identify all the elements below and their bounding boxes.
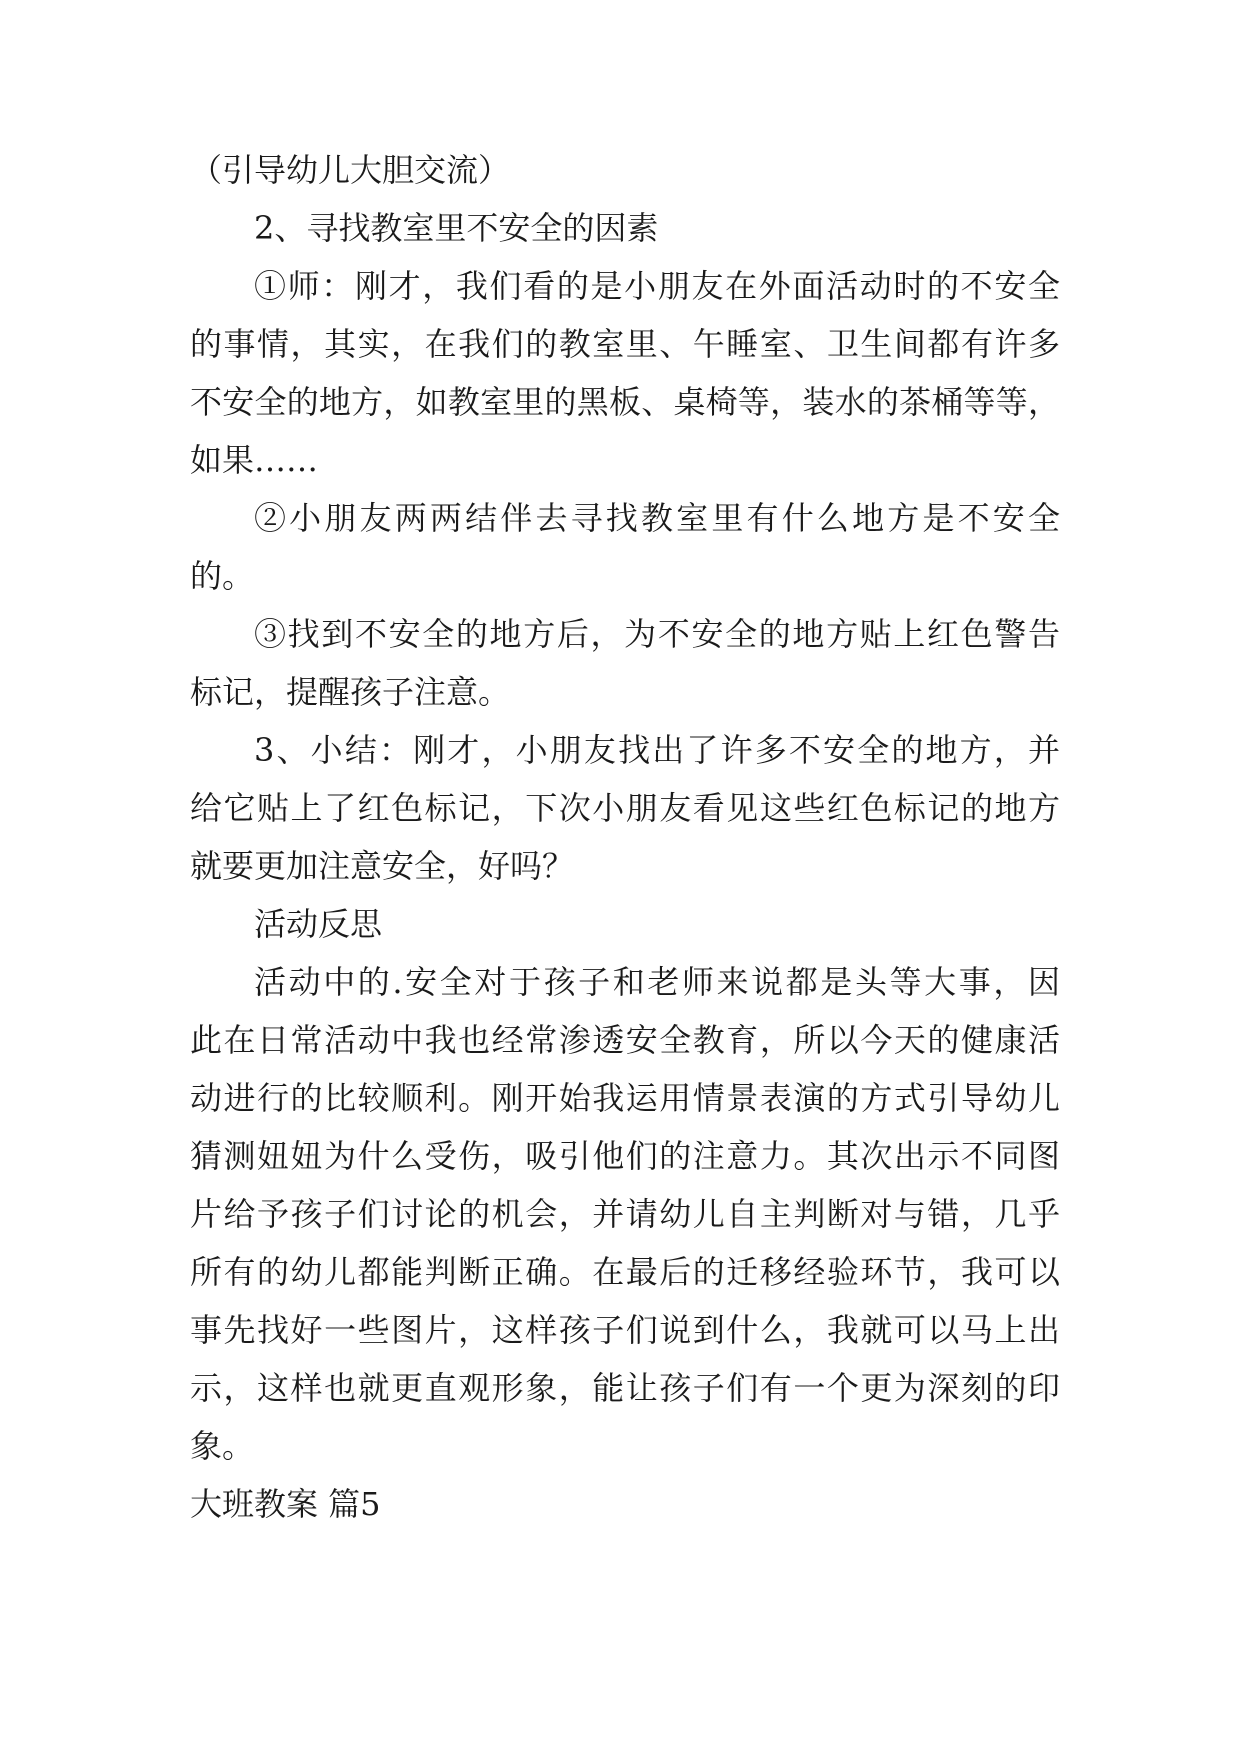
text-line: 标记，提醒孩子注意。 <box>190 673 511 711</box>
text-line: ②小朋友两两结伴去寻找教室里有什么地方是不安全 <box>254 499 1060 537</box>
text-line: 就要更加注意安全，好吗？ <box>190 847 575 885</box>
text-line: 示，这样也就更直观形象，能让孩子们有一个更为深刻的印 <box>190 1369 1060 1407</box>
text-line: 如果…… <box>190 441 319 479</box>
text-line: 此在日常活动中我也经常渗透安全教育，所以今天的健康活 <box>190 1021 1060 1059</box>
section-heading: 活动反思 <box>254 905 383 943</box>
text-line: 3、小结：刚才，小朋友找出了许多不安全的地方，并 <box>254 731 1060 769</box>
text-line: 的。 <box>190 557 255 595</box>
text-line: 所有的幼儿都能判断正确。在最后的迁移经验环节，我可以 <box>190 1253 1060 1291</box>
text-line: 事先找好一些图片，这样孩子们说到什么，我就可以马上出 <box>190 1311 1060 1349</box>
text-line: 2、寻找教室里不安全的因素 <box>254 209 659 247</box>
text-line: 活动中的.安全对于孩子和老师来说都是头等大事，因 <box>254 963 1060 1001</box>
text-line: （引导幼儿大胆交流） <box>190 151 511 189</box>
text-line: ①师：刚才，我们看的是小朋友在外面活动时的不安全 <box>254 267 1060 305</box>
text-line: 动进行的比较顺利。刚开始我运用情景表演的方式引导幼儿 <box>190 1079 1060 1117</box>
text-line: 不安全的地方，如教室里的黑板、桌椅等，装水的茶桶等等， <box>190 383 1060 421</box>
text-line: 的事情，其实，在我们的教室里、午睡室、卫生间都有许多 <box>190 325 1060 363</box>
text-line: 片给予孩子们讨论的机会，并请幼儿自主判断对与错，几乎 <box>190 1195 1060 1233</box>
text-line: 给它贴上了红色标记，下次小朋友看见这些红色标记的地方 <box>190 789 1060 827</box>
text-line: ③找到不安全的地方后，为不安全的地方贴上红色警告 <box>254 615 1060 653</box>
text-line: 象。 <box>190 1427 255 1465</box>
text-line: 猜测妞妞为什么受伤，吸引他们的注意力。其次出示不同图 <box>190 1137 1060 1175</box>
section-title: 大班教案 篇5 <box>190 1485 381 1523</box>
